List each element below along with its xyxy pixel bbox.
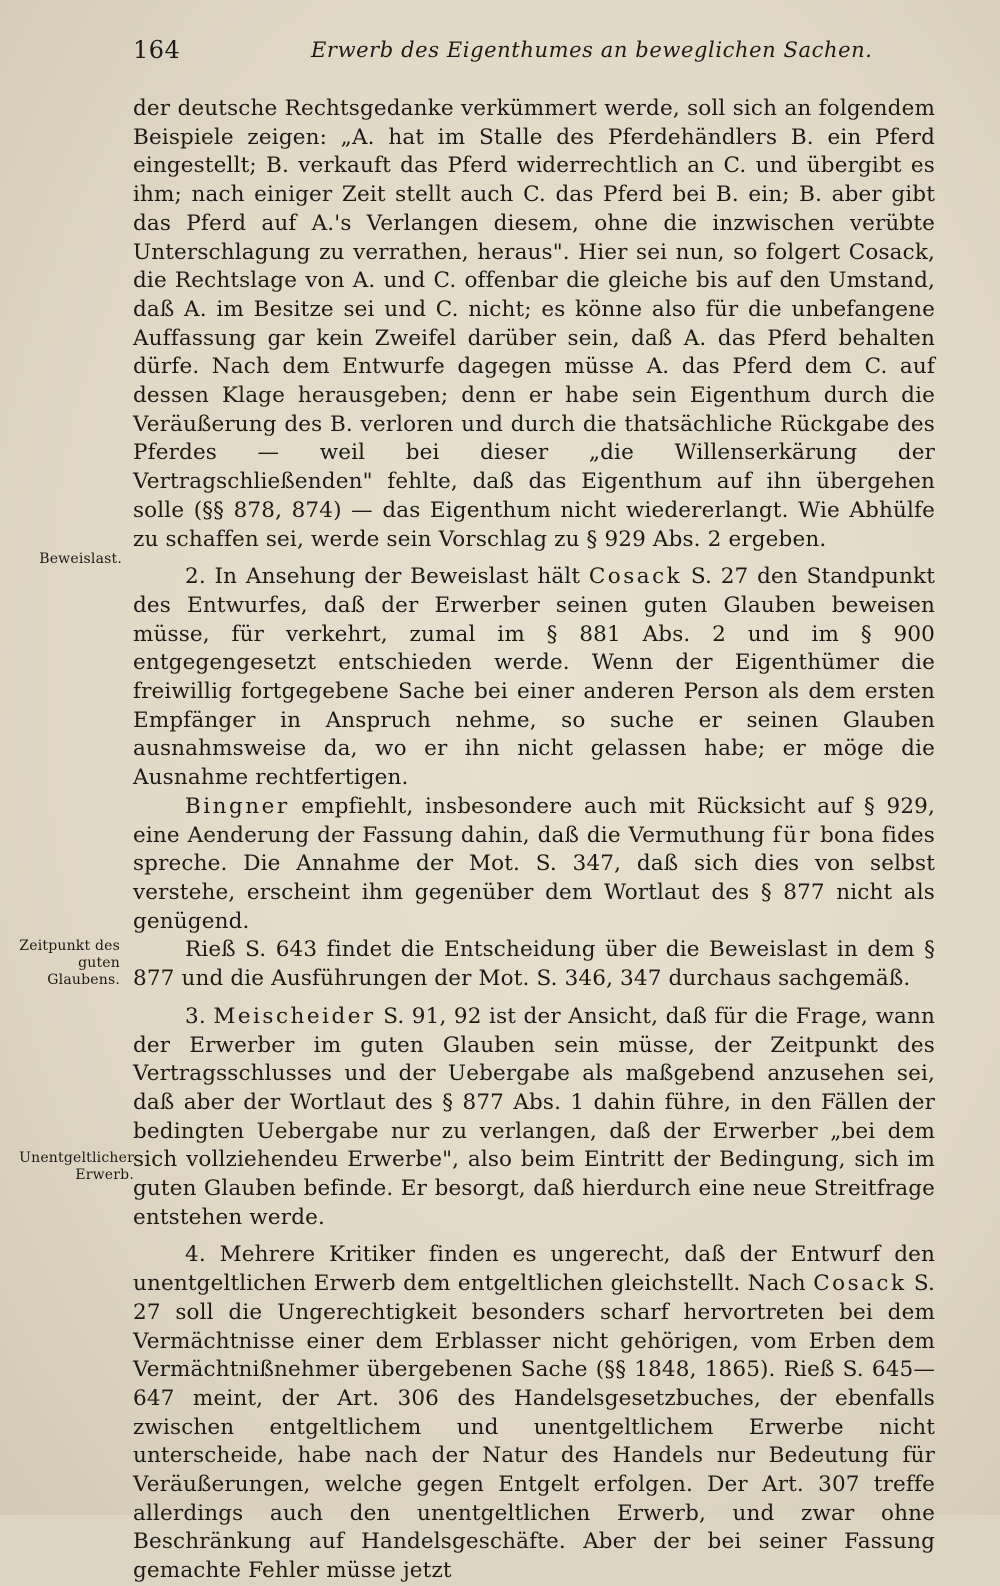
paragraph-text: S. 91, 92 ist der Ansicht, daß für die Frage, wann der Erwerber im guten Glauben sein müsse, der Zeitpunkt des Vertragsschlusses und der Uebergabe als maßgebend anzusehen sei, daß aber der Wortlaut des § 877 Abs. 1 dahin führe, in den Fällen der bedingten Uebergabe nur zu verlangen, daß der Erwerber „bei dem sich vollziehendeu Erwerbe", also beim Eintritt der Bedingung, sich im guten Glauben befinde. Er besorgt, daß hierdurch eine neue Streitfrage entstehen werde. — [133, 1003, 935, 1230]
margin-note-unentgeltlich: Unentgeltlicher Erwerb. — [19, 1150, 134, 1183]
page-number: 164 — [133, 36, 181, 64]
paragraph-unentgeltlich — [133, 1241, 935, 1585]
paragraph-text: 4. Mehrere Kritiker finden es ungerecht, daß der Entwurf den unentgeltlichen Erwerb dem entgeltlichen gleichstellt. Nach — [133, 1242, 935, 1297]
margin-note-beweislast: Beweislast. — [39, 551, 122, 567]
paragraph-bingner — [133, 793, 935, 937]
paragraph-text: S. 27 den Standpunkt des Entwurfes, daß der Erwerber seinen guten Glauben beweisen müsse, für verkehrt, zumal im § 881 Abs. 2 und im § 900 entgegengesetzt entschieden werde. Wenn der Eigenthümer die freiwillig fortgegebene Sache bei einer anderen Person als dem ersten Empfänger in Anspruch nehme, so suche er seinen Glauben ausnahmsweise da, wo er ihn nicht gelassen habe; er möge die Ausnahme rechtfertigen. — [133, 564, 935, 791]
paragraph-continuation: der deutsche Rechtsgedanke verkümmert werde, soll sich an folgendem Beispiele zeigen: „A. hat im Stalle des Pferdehändlers B. ein Pferd eingestellt; B. verkauft das Pferd widerrechtlich an C. und übergibt es ihm; nach einiger Zeit stellt auch C. das Pferd bei B. ein; B. aber gibt das Pferd auf A.'s Verlangen diesem, ohne die inzwischen verübte Unterschlagung zu verrathen, heraus". Hier sei nun, so folgert Cosack, die Rechtslage von A. und C. offenbar die gleiche bis auf den Umstand, daß A. im Besitze sei und C. nicht; es könne also für die unbefangene Auffassung gar kein Zweifel darüber sein, daß A. das Pferd behalten dürfe. Nach dem Entwurfe dagegen müsse A. das Pferd dem C. auf dessen Klage herausgeben; denn er habe sein Eigenthum durch die Veräußerung des B. verloren und durch die thatsächliche Rückgabe des Pferdes — weil bei dieser „die Willenserkärung der Vertragschließenden" fehlte, daß das Eigenthum auf ihn übergehen solle (§§ 878, 874) — das Eigenthum nicht wiedererlangt. Wie Abhülfe zu schaffen sei, werde sein Vorschlag zu § 929 Abs. 2 ergeben. — [133, 96, 935, 552]
page-header — [133, 36, 933, 72]
paragraph-riess: Rieß S. 643 findet die Entscheidung über die Beweislast in dem § 877 und die Ausführungen der Mot. S. 346, 347 durchaus sachgemäß. — [133, 937, 935, 992]
emphasis-word: für — [772, 822, 813, 848]
author-name: Meischeider — [213, 1003, 376, 1029]
margin-note-zeitpunkt: Zeitpunkt des guten Glaubens. — [19, 938, 120, 988]
author-name: Cosack — [813, 1271, 907, 1297]
author-name: Bingner — [185, 793, 290, 819]
paragraph-zeitpunkt — [133, 1003, 935, 1233]
body-text — [133, 95, 935, 1586]
paragraph-text: bona fides spreche. Die Annahme der Mot. S. 347, daß sich dies von selbst verstehe, erscheint ihm gegenüber dem Wortlaut des § 877 nicht als genügend. — [133, 822, 935, 934]
paragraph-beweislast — [133, 563, 935, 793]
paragraph-text: S. 27 soll die Ungerechtigkeit besonders scharf hervortreten bei dem Vermächtnisse einer dem Erblasser nicht gehörigen, vom Erben dem Vermächtnißnehmer übergebenen Sache (§§ 1848, 1865). Rieß S. 645—647 meint, der Art. 306 des Handelsgesetzbuches, der ebenfalls zwischen entgeltlichem und unentgeltlichem Erwerbe nicht unterscheide, habe nach der Natur des Handels nur Bedeutung für Veräußerungen, welche gegen Entgelt erfolgen. Der Art. 307 treffe allerdings auch den unentgeltlichen Erwerb, und zwar ohne Beschränkung auf Handelsgeschäfte. Aber der bei seiner Fassung gemachte Fehler müsse jetzt — [133, 1271, 935, 1584]
paragraph-text: empfiehlt, insbesondere auch mit Rücksicht auf § 929, eine Aenderung der Fassung dahin, daß die Vermuthung — [133, 793, 935, 848]
paragraph-lead: 2. In Ansehung der Beweislast hält — [185, 564, 589, 590]
paragraph-lead: 3. — [185, 1003, 214, 1029]
running-title: Erwerb des Eigenthumes an beweglichen Sachen. — [311, 38, 873, 62]
author-name: Cosack — [588, 564, 683, 590]
